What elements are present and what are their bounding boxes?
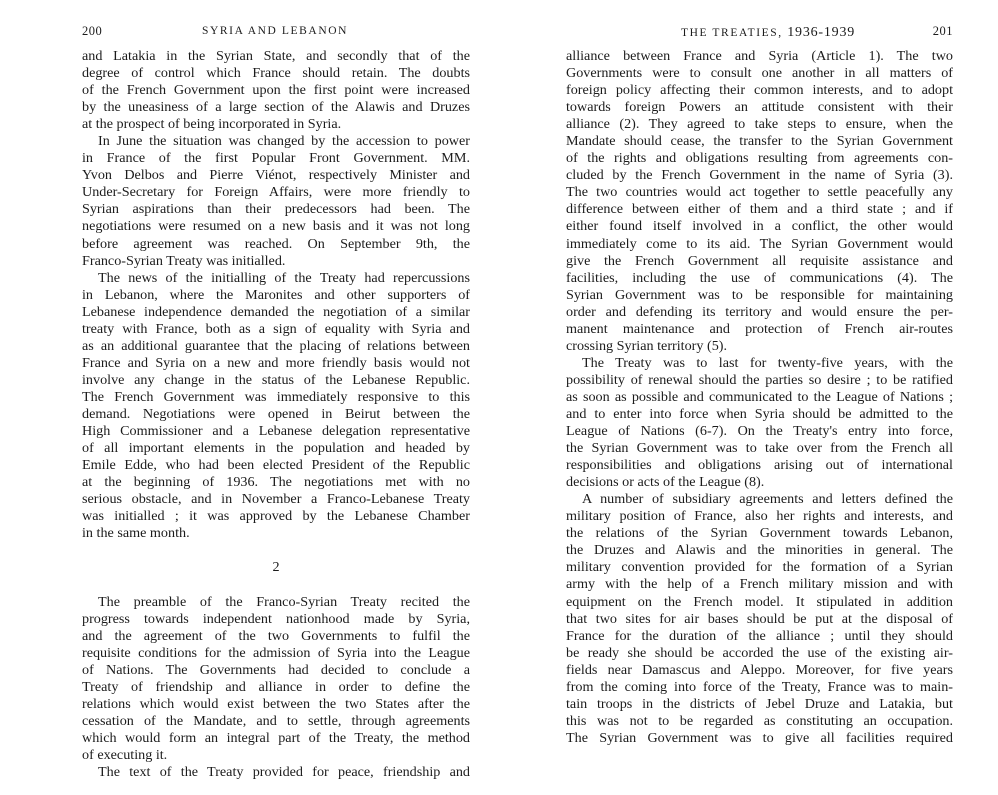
running-title: SYRIA AND LEBANON <box>202 25 349 37</box>
text-line: equipment on the French model. It stipulated in addition <box>566 593 953 610</box>
text-line: immediately come to its aid. The Syrian Government would <box>566 235 953 252</box>
text-line: and the agreement of the two Governments to fulfil the <box>82 627 470 644</box>
running-title-text: THE TREATIES, <box>681 27 783 39</box>
text-line: decisions or acts of the League (8). <box>566 474 765 491</box>
text-line: as soon as possible and communicated to the League of Nations ; <box>566 388 953 405</box>
text-line: Treaty of friendship and alliance in order to define the <box>82 678 470 695</box>
text-line: requisite conditions for the admission of Syria into the League <box>82 644 470 661</box>
text-line: of Nations. The Governments had decided to conclude a <box>82 661 470 678</box>
text-line: involve any change in the status of the Lebanese Republic. <box>82 371 470 388</box>
text-line: Emile Edde, who had been elected President of the Republic <box>82 457 470 474</box>
text-line: Governments were to consult one another in all matters of <box>566 65 953 82</box>
text-line: by the uneasiness of a large section of the Alawis and Druzes <box>82 99 470 116</box>
text-line: of the French Government upon the first point were increased <box>82 82 470 99</box>
text-line: fields near Damascus and Aleppo. Moreover, for five years <box>566 661 953 678</box>
text-line: possibility of renewal should the parties so desire ; to be ratified <box>566 371 953 388</box>
running-years: 1936-1939 <box>787 25 856 40</box>
page-number: 200 <box>82 24 103 38</box>
text-line: Mandate should cease, the transfer to the Syrian Government <box>566 133 953 150</box>
text-line: progress towards independent nationhood made by Syria, <box>82 610 470 627</box>
text-line: A number of subsidiary agreements and letters defined the <box>582 491 953 508</box>
right-running-head <box>566 24 953 42</box>
text-line: negotiations were resumed on a new basis and it was not long <box>82 218 470 235</box>
text-line: The text of the Treaty provided for peace, friendship and <box>98 763 470 780</box>
text-line: as an additional guarantee that the placing of relations between <box>82 337 470 354</box>
text-line: treaty with France, both as a sign of equality with Syria and <box>82 320 470 337</box>
text-line: League of Nations (6-7). On the Treaty's entry into force, <box>566 423 953 440</box>
text-line: of all important elements in the population and headed by <box>82 440 470 457</box>
text-line: order and defending its territory and would ensure the per- <box>566 303 953 320</box>
text-line: in the same month. <box>82 525 190 542</box>
text-line: towards foreign Powers an attitude consistent with their <box>566 99 953 116</box>
text-line: military convention provided for the formation of a Syrian <box>566 559 953 576</box>
text-line: Syrian Government was to be responsible for maintaining <box>566 286 953 303</box>
text-line: In June the situation was changed by the accession to power <box>98 133 470 150</box>
text-line: of executing it. <box>82 746 168 763</box>
text-line: in Lebanon, where the Maronites and other supporters of <box>82 286 470 303</box>
text-line: that two sites for air bases should be put at the disposal of <box>566 610 953 627</box>
text-line: be ready she should be accorded the use of the existing air- <box>566 644 953 661</box>
text-line: The two countries would act together to settle peacefully any <box>566 184 953 201</box>
text-line: The news of the initialling of the Treaty had repercussions <box>98 269 470 286</box>
text-line: in France of the first Popular Front Government. MM. <box>82 150 470 167</box>
text-line: manent maintenance and protection of French air-routes <box>566 320 953 337</box>
text-line: at the beginning of 1936. The negotiations met with no <box>82 474 470 491</box>
text-line: before agreement was reached. On September 9th, the <box>82 235 470 252</box>
text-line: the relations of the Syrian Government towards Lebanon, <box>566 525 953 542</box>
text-line: cessation of the Mandate, and to settle, through agreements <box>82 712 470 729</box>
text-line: and to enter into force when Syria should be admitted to the <box>566 405 953 422</box>
text-line: facilities, including the use of communications (4). The <box>566 269 953 286</box>
left-page <box>82 0 470 795</box>
text-line: Under-Secretary for Foreign Affairs, were more friendly to <box>82 184 470 201</box>
text-line: military position of France, also her rights and interests, and <box>566 508 953 525</box>
section-gap <box>82 576 470 593</box>
text-line: serious obstacle, and in November a Franco-Lebanese Treaty <box>82 491 470 508</box>
text-line: army with the help of a French military mission and with <box>566 576 953 593</box>
page-number: 201 <box>932 24 953 38</box>
section-number: 2 <box>272 559 280 576</box>
right-page <box>566 0 953 795</box>
text-line: The preamble of the Franco-Syrian Treaty recited the <box>98 593 470 610</box>
text-line: give the French Government all requisite assistance and <box>566 252 953 269</box>
text-line: the Druzes and Alawis and the minorities in general. The <box>566 542 953 559</box>
right-text-body <box>566 48 953 747</box>
text-line: France for the duration of the alliance ; until they should <box>566 627 953 644</box>
text-line: alliance (2). They agreed to take steps to ensure, when the <box>566 116 953 133</box>
text-line: degree of control which France should retain. The doubts <box>82 65 470 82</box>
text-line: relations which would exist between the two States after the <box>82 695 470 712</box>
left-text-body <box>82 48 470 781</box>
text-line: The Treaty was to last for twenty-five years, with the <box>582 354 953 371</box>
text-line: of the rights and obligations resulting from agreements con- <box>566 150 953 167</box>
text-line: foreign policy affecting their common interests, and to adopt <box>566 82 953 99</box>
text-line: and Latakia in the Syrian State, and secondly that of the <box>82 48 470 64</box>
text-line: which would form an integral part of the Treaty, the method <box>82 729 470 746</box>
section-gap <box>82 542 470 559</box>
text-line: difference between either of them and a third state ; and if <box>566 201 953 218</box>
text-line: alliance between France and Syria (Article 1). The two <box>566 48 953 64</box>
text-line: responsibilities and obligations arising out of international <box>566 457 953 474</box>
text-line: cluded by the French Government in the name of Syria (3). <box>566 167 953 184</box>
text-line: crossing Syrian territory (5). <box>566 337 728 354</box>
text-line: this was not to be regarded as constituting an occupation. <box>566 712 953 729</box>
text-line: The French Government was immediately responsive to this <box>82 388 470 405</box>
text-line: Franco-Syrian Treaty was initialled. <box>82 252 286 269</box>
running-title <box>681 25 855 41</box>
text-line: Syrian aspirations than their predecessors had been. The <box>82 201 470 218</box>
text-line: France and Syria on a new and more friendly basis would not <box>82 354 470 371</box>
text-line: either found itself involved in a conflict, the other would <box>566 218 953 235</box>
text-line: High Commissioner and a Lebanese delegation representative <box>82 423 470 440</box>
text-line: tain troops in the districts of Jebel Druze and Latakia, but <box>566 695 953 712</box>
text-line: Lebanese independence demanded the negotiation of a similar <box>82 303 470 320</box>
text-line: The Syrian Government was to give all facilities required <box>566 729 953 746</box>
text-line: at the prospect of being incorporated in Syria. <box>82 116 342 133</box>
left-running-head <box>82 24 470 42</box>
text-line: Yvon Delbos and Pierre Viénot, respectively Minister and <box>82 167 470 184</box>
text-line: was initialled ; it was approved by the Lebanese Chamber <box>82 508 470 525</box>
text-line: demand. Negotiations were opened in Beirut between the <box>82 405 470 422</box>
text-line: the Syrian Government was to take over from the French all <box>566 440 953 457</box>
text-line: from the coming into force of the Treaty, France was to main- <box>566 678 953 695</box>
